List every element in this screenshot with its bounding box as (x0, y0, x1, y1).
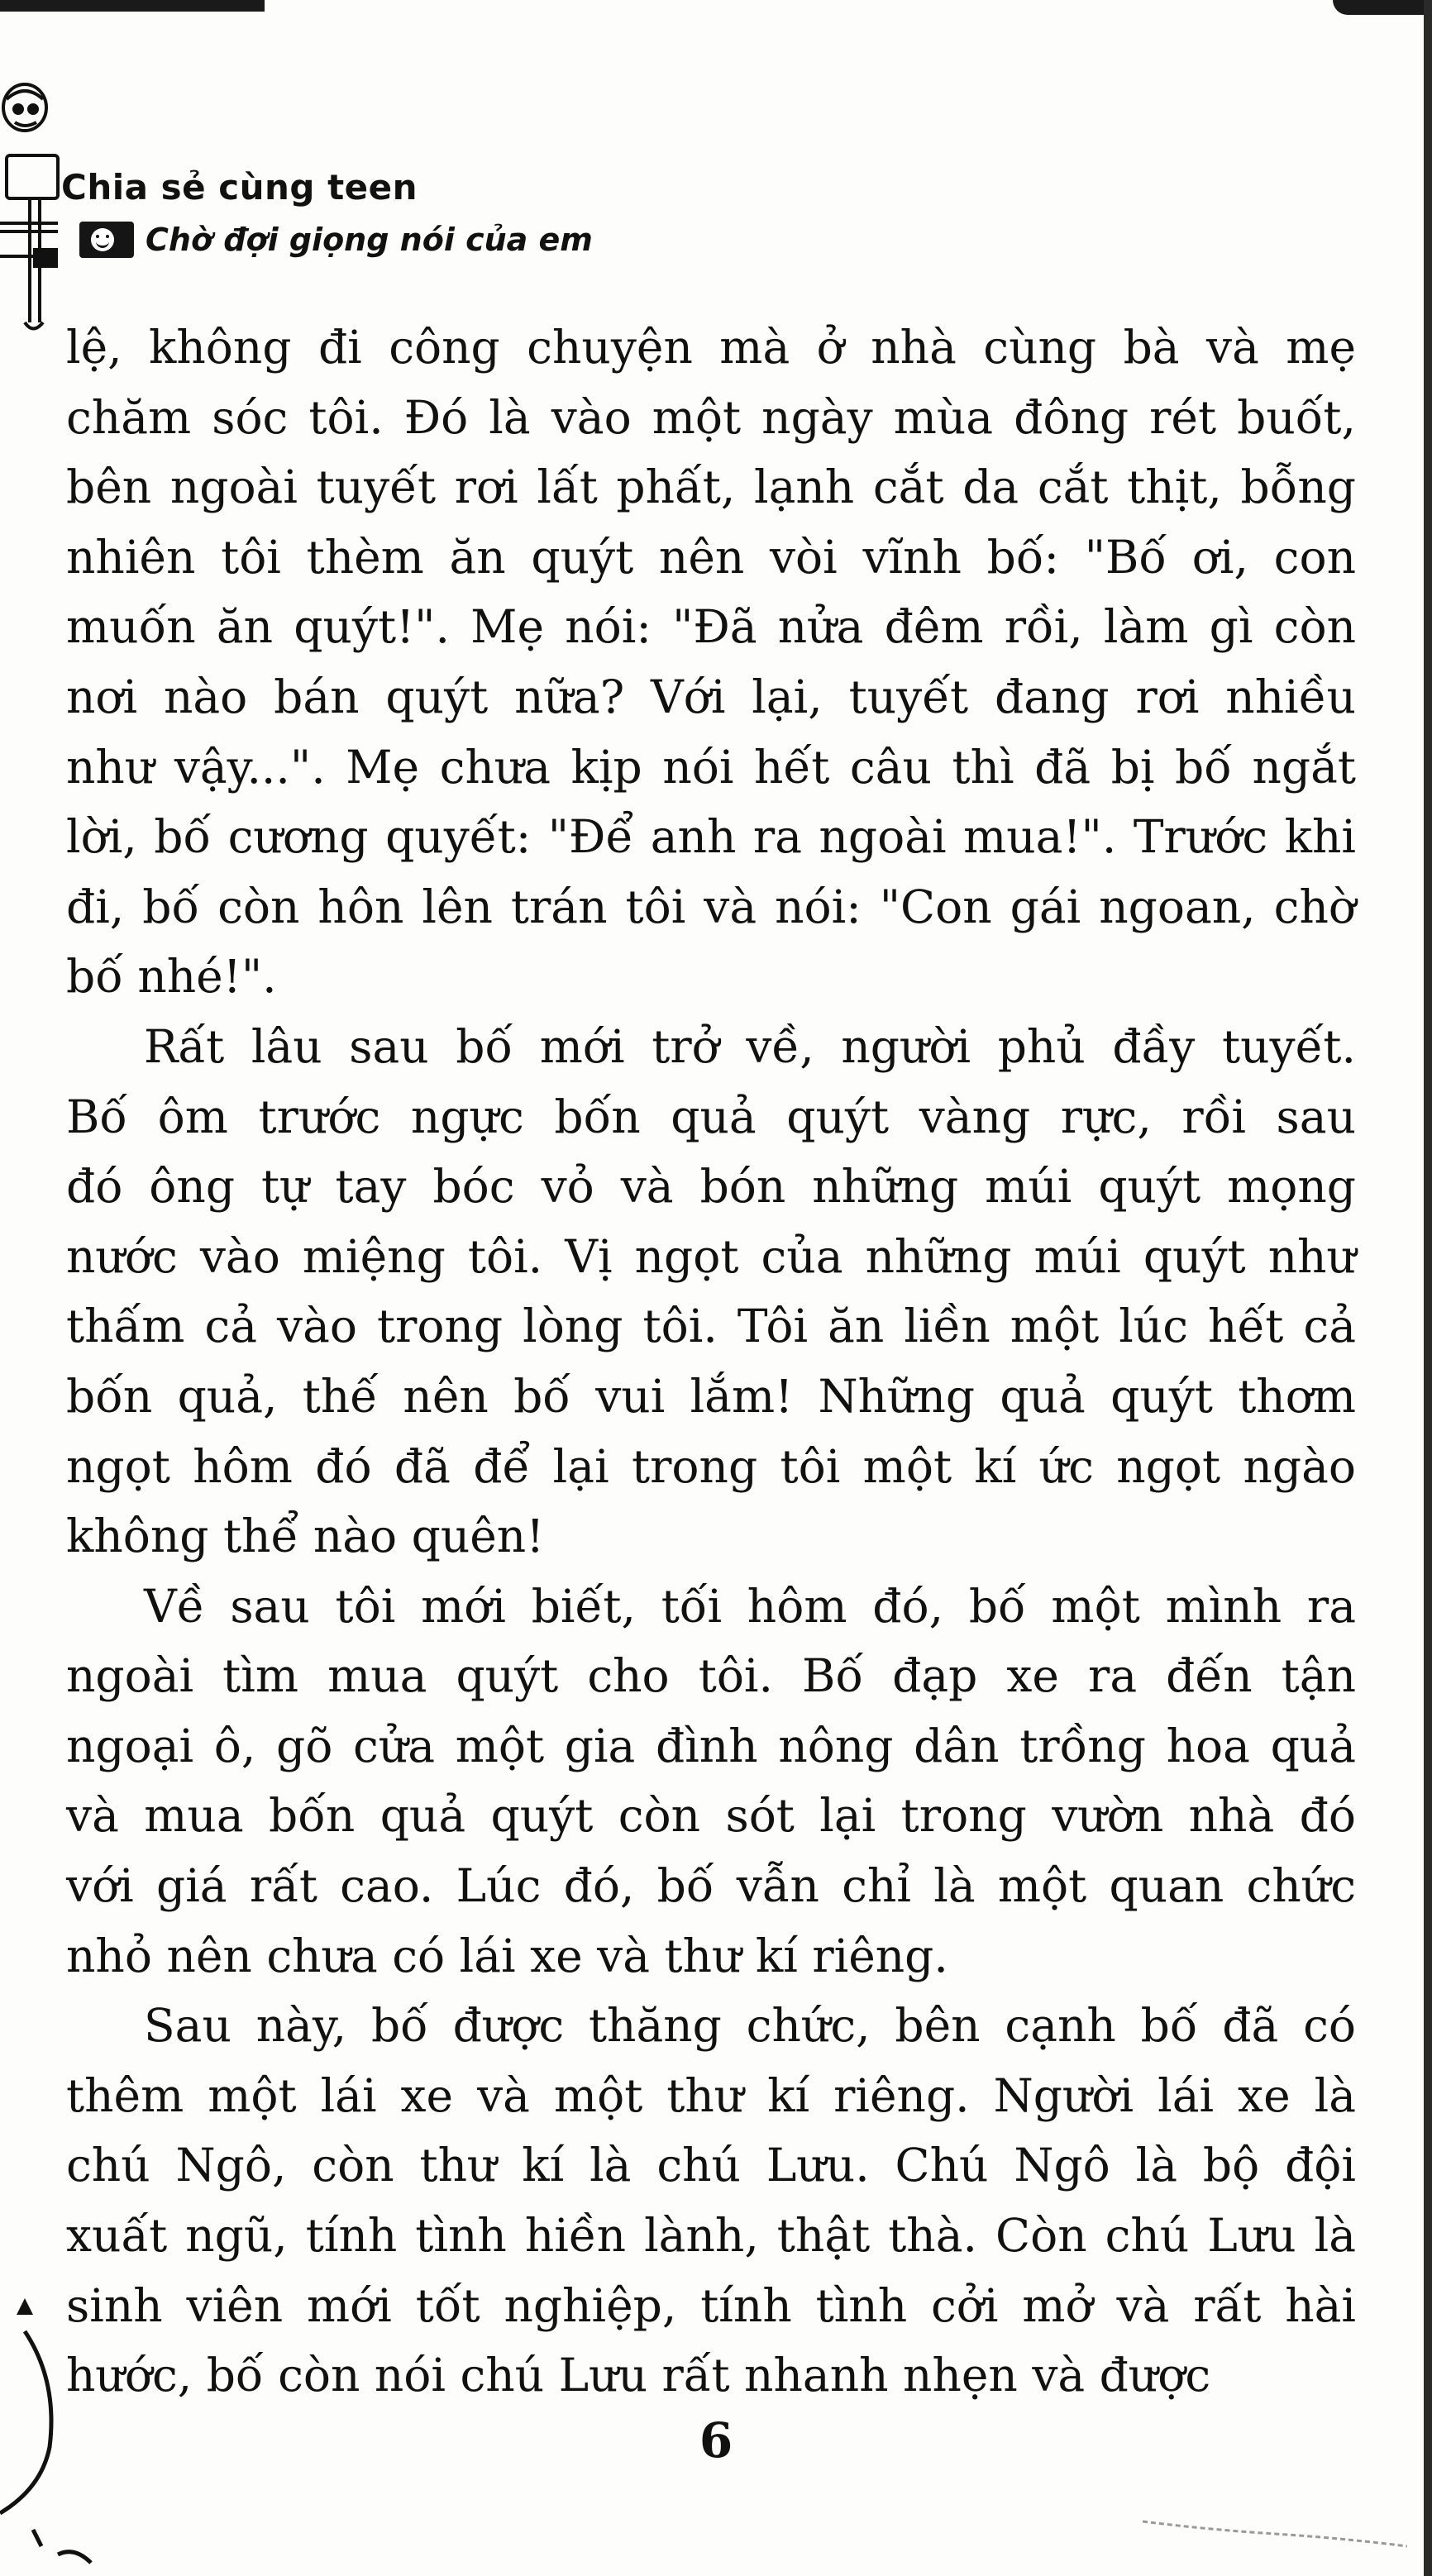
text-line: thêm một lái xe và một thư kí riêng. Người lái xe là (66, 2068, 1356, 2122)
text-line: bên ngoài tuyết rơi lất phất, lạnh cắt da cắt thịt, bỗng (66, 460, 1356, 514)
text-line: muốn ăn quýt!". Mẹ nói: "Đã nửa đêm rồi, làm gì còn (66, 600, 1356, 654)
series-title: Chia sẻ cùng teen (61, 167, 418, 208)
text-line: lời, bố cương quyết: "Để anh ra ngoài mua!". Trước khi (66, 810, 1356, 864)
text-line: ngoại ô, gõ cửa một gia đình nông dân trồng hoa quả (66, 1719, 1356, 1772)
text-line: nhiên tôi thèm ăn quýt nên vòi vĩnh bố: "Bố ơi, con (66, 530, 1356, 584)
text-line: và mua bốn quả quýt còn sót lại trong vườn nhà đó (66, 1789, 1356, 1843)
paragraph (66, 312, 1356, 1012)
paragraph (66, 1991, 1356, 2411)
scan-edge-top (0, 0, 265, 12)
scan-edge-top-right (1333, 0, 1432, 15)
text-line: Bố ôm trước ngực bốn quả quýt vàng rực, rồi sau (66, 1090, 1356, 1143)
text-line: nơi nào bán quýt nữa? Với lại, tuyết đang rơi nhiều (66, 670, 1356, 723)
page-header (0, 33, 628, 314)
scan-edge-right (1424, 0, 1432, 2576)
text-line: ngoài tìm mua quýt cho tôi. Bố đạp xe ra đến tận (66, 1649, 1356, 1703)
text-line: Về sau tôi mới biết, tối hôm đó, bố một mình ra (144, 1579, 1356, 1633)
text-line: thấm cả vào trong lòng tôi. Tôi ăn liền một lúc hết cả (66, 1300, 1356, 1353)
text-line: nhỏ nên chưa có lái xe và thư kí riêng. (66, 1929, 948, 1982)
body-text (66, 312, 1356, 2411)
text-line: lệ, không đi công chuyện mà ở nhà cùng bà và mẹ (66, 321, 1356, 374)
text-line: ngọt hôm đó đã để lại trong tôi một kí ức ngọt ngào (66, 1439, 1356, 1493)
text-line: hước, bố còn nói chú Lưu rất nhanh nhẹn và được (66, 2349, 1211, 2402)
book-title: Chờ đợi giọng nói của em (146, 222, 593, 258)
page-number: 6 (699, 2412, 733, 2469)
smiley-badge-icon (79, 222, 134, 258)
text-line: như vậy...". Mẹ chưa kịp nói hết câu thì đã bị bố ngắt (66, 740, 1356, 794)
text-line: Rất lâu sau bố mới trở về, người phủ đầy tuyết. (144, 1019, 1356, 1073)
paragraph (66, 1012, 1356, 1572)
text-line: bố nhé!". (66, 950, 277, 1004)
text-line: chăm sóc tôi. Đó là vào một ngày mùa đông rét buốt, (66, 390, 1356, 444)
book-title-row (79, 222, 593, 258)
text-line: sinh viên mới tốt nghiệp, tính tình cởi mở và rất hài (66, 2278, 1356, 2332)
paragraph (66, 1572, 1356, 1992)
text-line: không thể nào quên! (66, 1510, 545, 1563)
text-line: với giá rất cao. Lúc đó, bố vẫn chỉ là một quan chức (66, 1859, 1356, 1913)
text-line: chú Ngô, còn thư kí là chú Lưu. Chú Ngô là bộ đội (66, 2139, 1356, 2192)
text-line: đi, bố còn hôn lên trán tôi và nói: "Con gái ngoan, chờ (66, 880, 1356, 933)
text-line: xuất ngũ, tính tình hiền lành, thật thà. Còn chú Lưu là (66, 2209, 1356, 2263)
text-line: Sau này, bố được thăng chức, bên cạnh bố đã có (144, 1999, 1356, 2053)
text-line: bốn quả, thế nên bố vui lắm! Những quả quýt thơm (66, 1369, 1356, 1423)
text-line: nước vào miệng tôi. Vị ngọt của những múi quýt như (66, 1229, 1356, 1283)
scan-smudge (1143, 2513, 1407, 2555)
text-line: đó ông tự tay bóc vỏ và bón những múi quýt mọng (66, 1160, 1356, 1214)
